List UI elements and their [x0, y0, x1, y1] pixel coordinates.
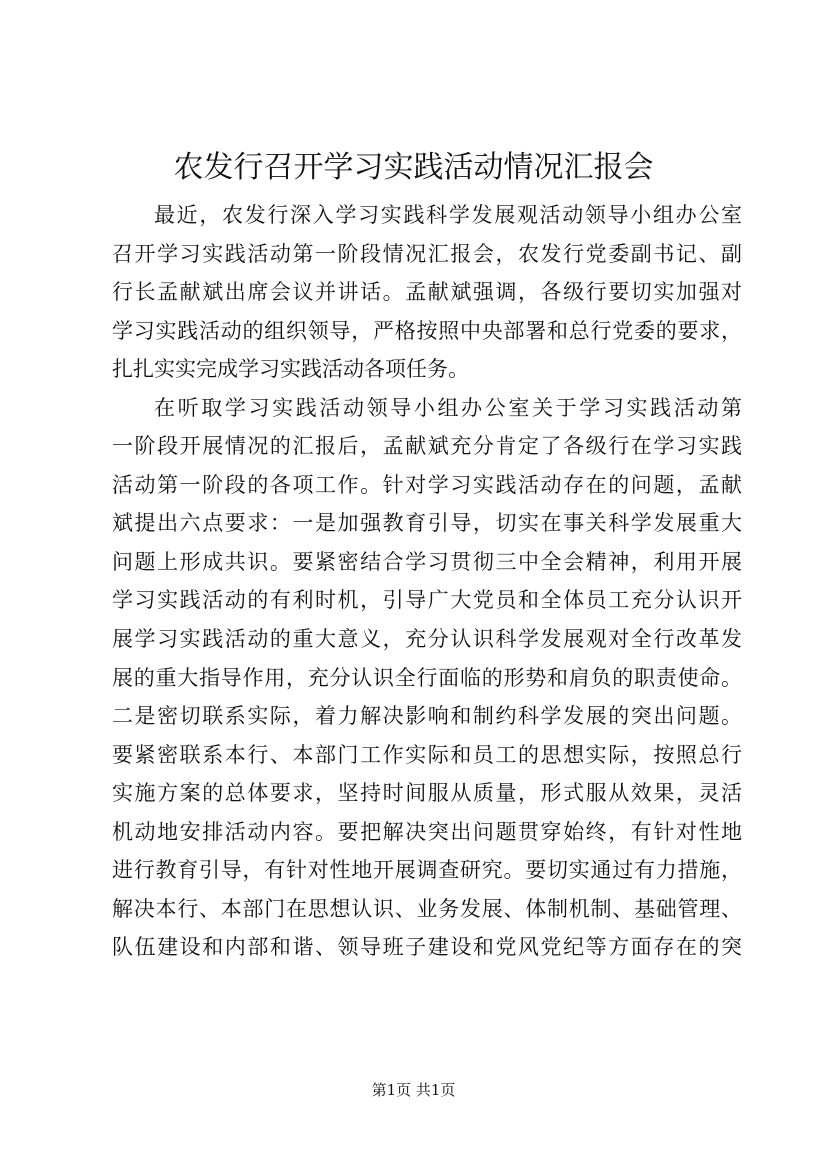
text-line: 要紧密联系本行、本部门工作实际和员工的思想实际，按照总行	[112, 742, 742, 767]
text-line: 最近，农发行深入学习实践科学发展观活动领导小组办公室	[154, 203, 742, 227]
text-line: 队伍建设和内部和谐、领导班子建设和党风党纪等方面存在的突	[112, 935, 742, 960]
text-line: 展学习实践活动的重大意义，充分认识科学发展观对全行改革发	[112, 627, 742, 652]
text-line: 二是密切联系实际，着力解决影响和制约科学发展的突出问题。	[112, 704, 742, 729]
text-line: 召开学习实践活动第一阶段情况汇报会，农发行党委副书记、副	[112, 241, 742, 266]
page-number-footer: 第1页 共1页	[371, 1081, 456, 1099]
text-line: 行长孟献斌出席会议并讲话。孟献斌强调，各级行要切实加强对	[112, 280, 742, 305]
paragraph-2	[112, 389, 742, 967]
text-line: 在听取学习实践活动领导小组办公室关于学习实践活动第	[154, 395, 742, 420]
text-line: 学习实践活动的组织领导，严格按照中央部署和总行党委的要求，	[112, 318, 742, 343]
text-line: 解决本行、本部门在思想认识、业务发展、体制机制、基础管理、	[112, 896, 742, 921]
text-line: 实施方案的总体要求，坚持时间服从质量，形式服从效果，灵活	[112, 781, 742, 806]
text-line: 问题上形成共识。要紧密结合学习贯彻三中全会精神，利用开展	[112, 549, 742, 574]
text-line: 斌提出六点要求：一是加强教育引导，切实在事关科学发展重大	[112, 511, 742, 536]
text-line: 学习实践活动的有利时机，引导广大党员和全体员工充分认识开	[112, 588, 742, 613]
text-line: 进行教育引导，有针对性地开展调查研究。要切实通过有力措施，	[112, 858, 742, 883]
text-line: 活动第一阶段的各项工作。针对学习实践活动存在的问题，孟献	[112, 472, 742, 497]
text-line: 展的重大指导作用，充分认识全行面临的形势和肩负的职责使命。	[112, 665, 742, 690]
text-line: 机动地安排活动内容。要把解决突出问题贯穿始终，有针对性地	[112, 819, 742, 844]
document-body	[112, 196, 742, 967]
text-line: 一阶段开展情况的汇报后，孟献斌充分肯定了各级行在学习实践	[112, 434, 742, 459]
document-title: 农发行召开学习实践活动情况汇报会	[173, 150, 654, 185]
text-line: 扎扎实实完成学习实践活动各项任务。	[112, 357, 469, 382]
paragraph-1	[112, 196, 742, 389]
